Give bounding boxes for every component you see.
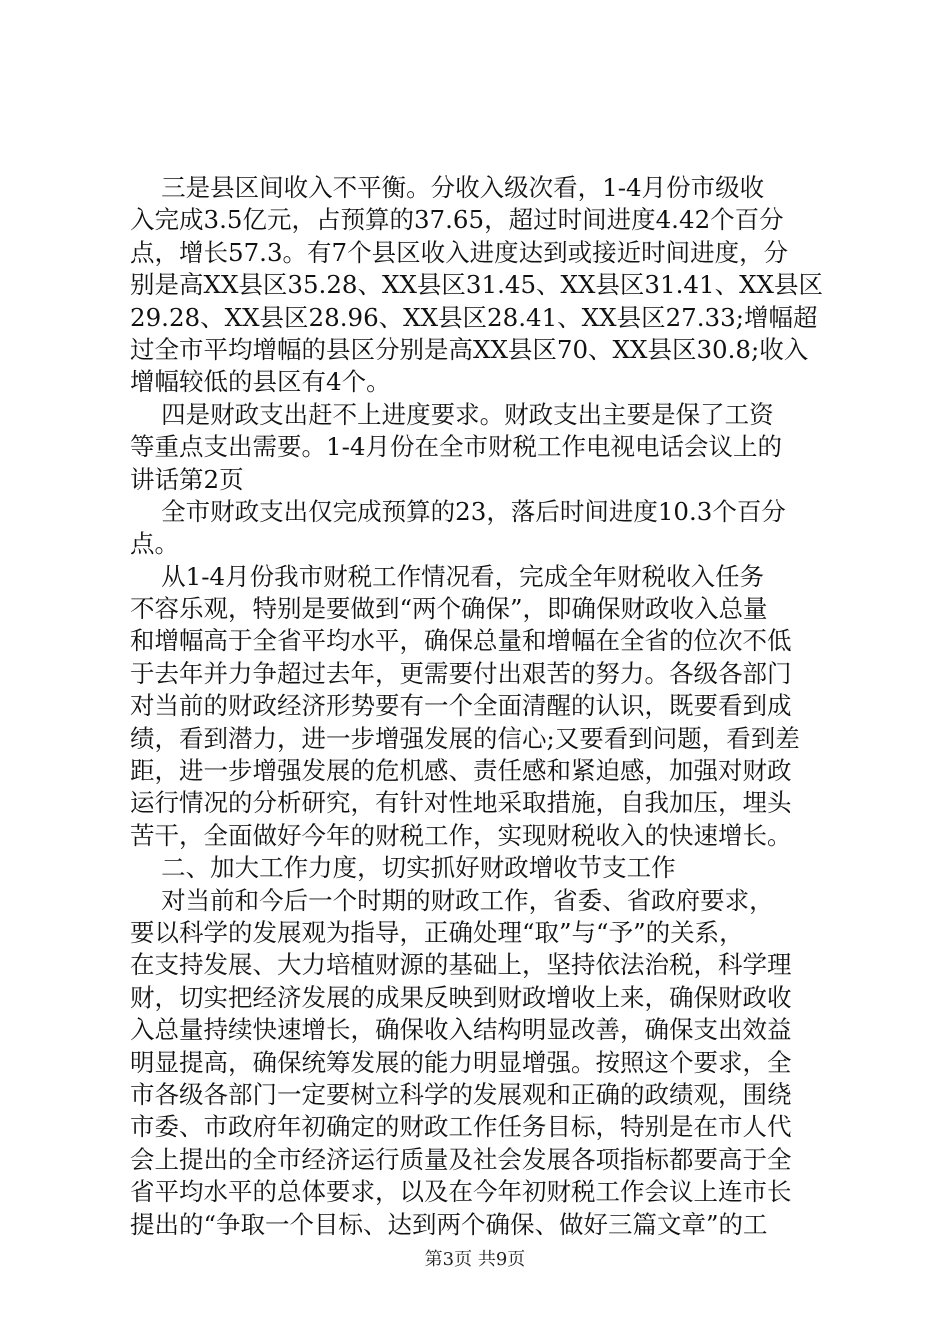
- text-line: 入完成3.5亿元，占预算的37.65，超过时间进度4.42个百分: [130, 205, 784, 235]
- text-line: 等重点支出需要。1-4月份在全市财税工作电视电话会议上的: [130, 432, 782, 462]
- text-line: 提出的“争取一个目标、达到两个确保、做好三篇文章”的工: [130, 1209, 768, 1239]
- text-line: 市各级各部门一定要树立科学的发展观和正确的政绩观，围绕: [130, 1079, 792, 1109]
- text-line: 运行情况的分析研究，有针对性地采取措施，自我加压，埋头: [130, 788, 792, 818]
- text-line: 要以科学的发展观为指导，正确处理“取”与“予”的关系，: [130, 917, 744, 947]
- text-line: 在支持发展、大力培植财源的基础上，坚持依法治税，科学理: [130, 950, 792, 980]
- text-line: 苦干，全面做好今年的财税工作，实现财税收入的快速增长。: [130, 820, 792, 850]
- text-line: 讲话第2页: [130, 464, 244, 494]
- text-line: 距，进一步增强发展的危机感、责任感和紧迫感，加强对财政: [130, 756, 792, 786]
- text-line: 不容乐观，特别是要做到“两个确保”，即确保财政收入总量: [130, 594, 768, 624]
- text-line: 29.28、XX县区28.96、XX县区28.41、XX县区27.33;增幅超: [130, 302, 818, 332]
- text-line: 市委、市政府年初确定的财政工作任务目标，特别是在市人代: [130, 1112, 792, 1142]
- text-line: 四是财政支出赶不上进度要求。财政支出主要是保了工资: [130, 399, 774, 429]
- text-line: 明显提高，确保统筹发展的能力明显增强。按照这个要求，全: [130, 1047, 792, 1077]
- text-line: 三是县区间收入不平衡。分收入级次看，1-4月份市级收: [130, 173, 765, 202]
- page-number-footer: 第3页 共9页: [424, 1249, 526, 1270]
- text-line: 会上提出的全市经济运行质量及社会发展各项指标都要高于全: [130, 1144, 792, 1174]
- text-line: 和增幅高于全省平均水平，确保总量和增幅在全省的位次不低: [130, 626, 792, 656]
- text-line: 从1-4月份我市财税工作情况看，完成全年财税收入任务: [130, 561, 765, 591]
- text-line: 增幅较低的县区有4个。: [130, 367, 391, 397]
- text-line: 全市财政支出仅完成预算的23，落后时间进度10.3个百分: [130, 496, 786, 526]
- document-body: [130, 172, 830, 1241]
- text-line: 点，增长57.3。有7个县区收入进度达到或接近时间进度，分: [130, 237, 789, 267]
- text-line: 点。: [130, 529, 179, 559]
- text-line: 对当前的财政经济形势要有一个全面清醒的认识，既要看到成: [130, 691, 792, 721]
- section-heading: 二、加大工作力度，切实抓好财政增收节支工作: [130, 853, 676, 883]
- text-line: 绩，看到潜力，进一步增强发展的信心;又要看到问题，看到差: [130, 723, 800, 753]
- text-line: 省平均水平的总体要求，以及在今年初财税工作会议上连市长: [130, 1177, 792, 1207]
- text-line: 对当前和今后一个时期的财政工作，省委、省政府要求，: [130, 885, 774, 915]
- text-line: 于去年并力争超过去年，更需要付出艰苦的努力。各级各部门: [130, 658, 792, 688]
- text-line: 入总量持续快速增长，确保收入结构明显改善，确保支出效益: [130, 1015, 792, 1045]
- text-line: 过全市平均增幅的县区分别是高XX县区70、XX县区30.8;收入: [130, 334, 809, 364]
- text-line: 财，切实把经济发展的成果反映到财政增收上来，确保财政收: [130, 982, 792, 1012]
- text-line: 别是高XX县区35.28、XX县区31.45、XX县区31.41、XX县区: [130, 270, 823, 300]
